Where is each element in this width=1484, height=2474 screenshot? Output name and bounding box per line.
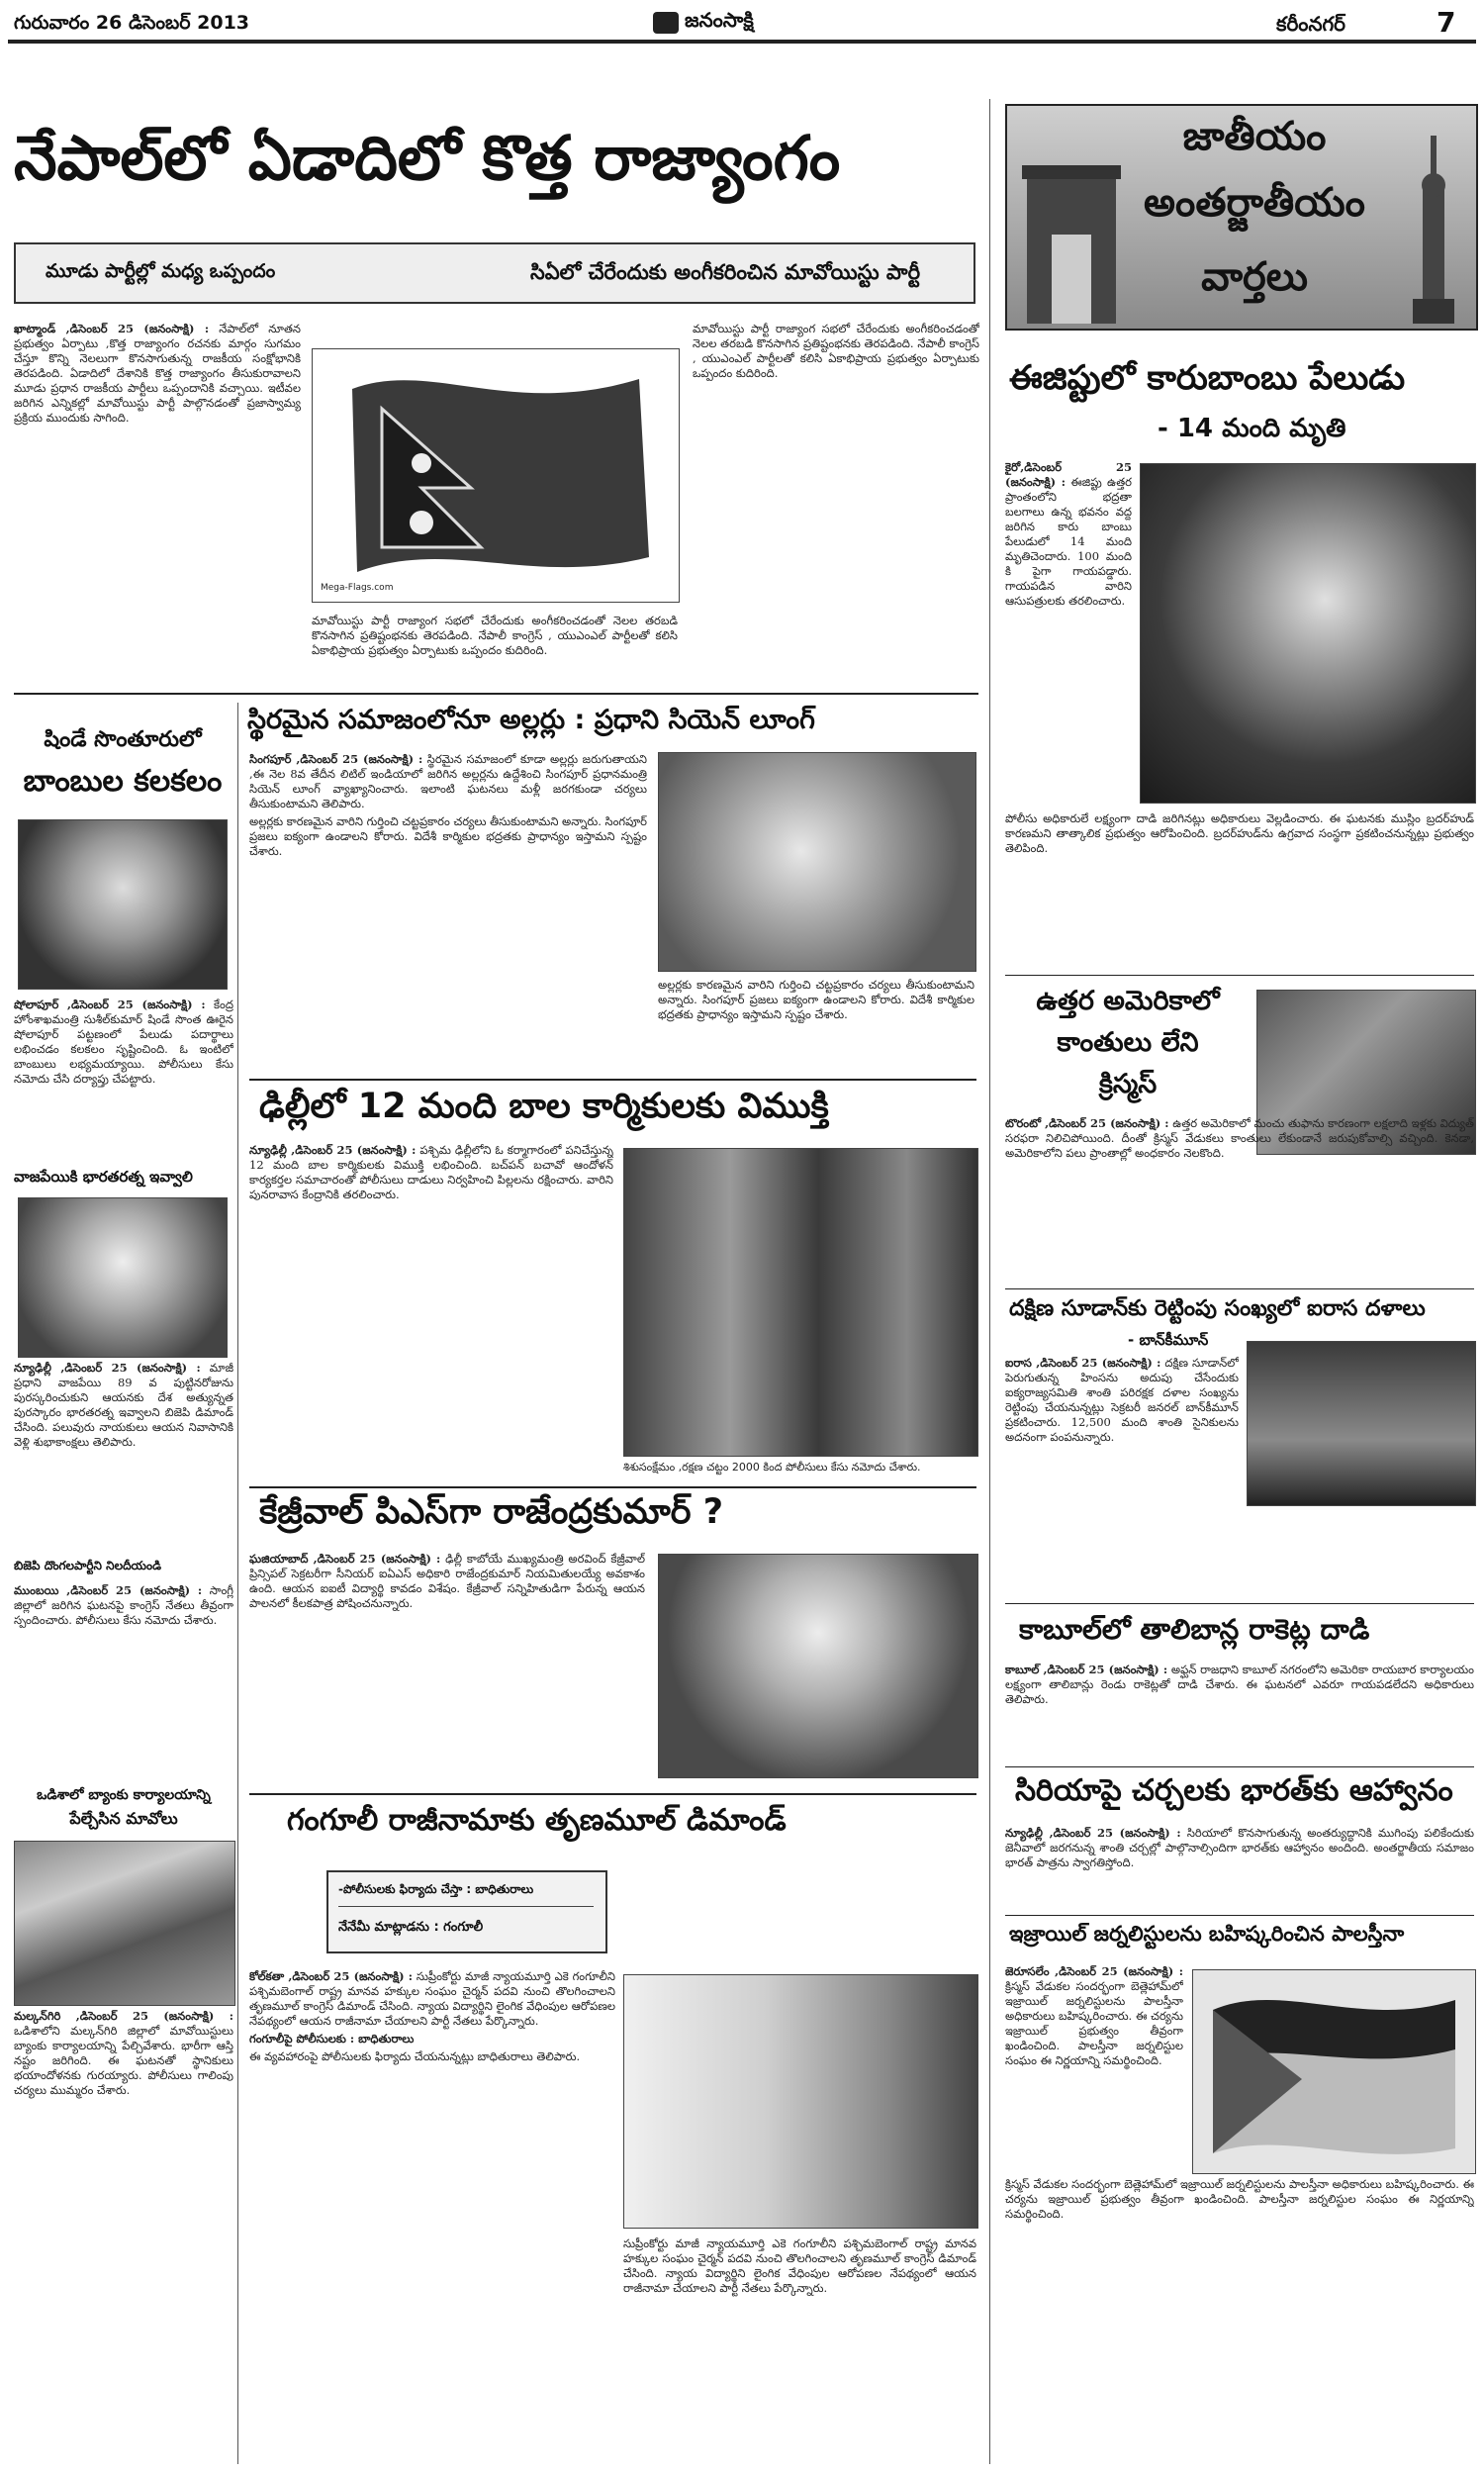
christmas-bottom-rule [1005, 1288, 1474, 1289]
header-date: గురువారం 26 డిసెంబర్ 2013 [14, 12, 250, 34]
vajpayee-headline: వాజపేయికి భారతరత్న ఇవ్వాలి [14, 1168, 193, 1186]
delhi-dateline: న్యూఢిల్లీ ,డిసెంబర్ 25 (జనంసాక్షి) : [249, 1143, 417, 1157]
delhi-p1: పశ్చిమ ఢిల్లీలోని ఓ కర్మాగారంలో పనిచేస్తున్న 12 మంది బాల కార్మికులకు విముక్తి లభించింది. బచ్‌పన్ బచావో ఆందోళన్ కార్యకర్తల సమాచారంతో పోలీసులు దాడులు నిర్వహించి పిల్లలను రక్షించారు. వారిని పునరావాస కేంద్రానికి తరలించారు. [249, 1143, 613, 1201]
kejriwal-headline: కేజ్రీవాల్ పిఎస్‌గా రాజేంద్రకుమార్ ? [259, 1492, 724, 1532]
israel-p1-cont: క్రిస్మస్ వేడుకల సందర్భంగా బెత్లెహామ్‌లో ఇజ్రాయిల్ జర్నలిస్టులను పాలస్తీనా అధికారులు బహిష్కరించారు. ఈ చర్యను ఇజ్రాయిల్ ప్రభుత్వం తీవ్రంగా ఖండించింది. పాలస్తీనా జర్నలిస్టుల సంఘం ఈ నిర్ణయాన్ని సమర్థించింది. [1005, 2177, 1474, 2221]
ganguly-rally-photo [623, 1974, 978, 2229]
ganguly-p1: సుప్రీంకోర్టు మాజీ న్యాయమూర్తి ఎకె గంగూలీని పశ్చిమబెంగాల్ రాష్ట్ర మానవ హక్కుల సంఘం చైర్మన్ పదవి నుంచి తొలగించాలని తృణమూల్ కాంగ్రెస్ డిమాండ్ చేసింది. న్యాయ విద్యార్థిని లైంగిక వేధింపుల ఆరోపణల నేపథ్యంలో ఆయన రాజీనామా చేయాలని పార్టీ నేతలు పేర్కొన్నారు. [249, 1969, 615, 2028]
christmas-headline-1: ఉత్తర అమెరికాలో [1036, 986, 1220, 1016]
egypt-p1: ఈజిప్టు ఉత్తర ప్రాంతంలోని భద్రతా బలగాలు ఉన్న భవనం వద్ద జరిగిన కారు బాంబు పేలుడులో 14 మంది మృతిచెందారు. 100 మంది కి పైగా గాయపడ్డారు. గాయపడిన వారిని ఆసుపత్రులకు తరలించారు. [1005, 475, 1132, 608]
egypt-bottom-rule [1005, 975, 1474, 976]
israel-dateline: జెరూసలేం ,డిసెంబర్ 25 (జనంసాక్షి) : [1005, 1964, 1183, 1978]
kejriwal-bottom-rule [249, 1793, 976, 1795]
egypt-article-top [1005, 460, 1132, 811]
nepal-article-right [693, 322, 979, 683]
israel-headline: ఇజ్రాయిల్ జర్నలిస్టులను బహిష్కరించిన పాలస్తీనా [1009, 1922, 1405, 1946]
vajpayee-article [14, 1361, 233, 1549]
nepal-p1-cont: మావోయిస్టు పార్టీ రాజ్యాంగ సభలో చేరేందుకు అంగీకరించడంతో నెలల తరబడి కొనసాగిన ప్రతిష్టంభనకు తెరపడింది. నేపాలీ కాంగ్రెస్ , యుఎంఎల్ పార్టీలతో కలిసి ఏకాభిప్రాయ ప్రభుత్వం ఏర్పాటుకు ఒప్పందం కుదిరింది. [312, 614, 678, 657]
masthead-logo-icon [653, 12, 679, 34]
delhi-article [249, 1143, 613, 1484]
delhi-children-photo [623, 1148, 978, 1457]
bank-blast-photo [14, 1841, 235, 2006]
syria-article [1005, 1826, 1474, 1910]
israel-p1: క్రిస్మస్ వేడుకల సందర్భంగా బెత్లెహామ్‌లో ఇజ్రాయిల్ జర్నలిస్టులను పాలస్తీనా అధికారులు బహిష్కరించారు. ఈ చర్యను ఇజ్రాయిల్ ప్రభుత్వం తీవ్రంగా ఖండించింది. పాలస్తీనా జర్నలిస్టుల సంఘం ఈ నిర్ణయాన్ని సమర్థించింది. [1005, 1979, 1183, 2067]
sudan-bankimoon-photo [1247, 1341, 1476, 1506]
right-column-rule [989, 99, 990, 2464]
nepal-deck-box [14, 242, 975, 304]
kejriwal-photo [658, 1554, 978, 1778]
national-line1: జాతీయం [1182, 114, 1327, 159]
palestine-flag-photo [1192, 1969, 1476, 2174]
sudan-bottom-rule [1005, 1603, 1474, 1604]
nepal-flag-photo [312, 348, 680, 603]
nepal-headline: నేపాల్‌లో ఏడాదిలో కొత్త రాజ్యాంగం [14, 122, 841, 194]
syria-headline: సిరియాపై చర్చలకు భారత్‌కు ఆహ్వానం [1015, 1773, 1453, 1808]
ganguly-subhead: గంగూలీపై పోలీసులకు : బాధితురాలు [249, 2032, 415, 2046]
singapore-dateline: సింగపూర్ ,డిసెంబర్ 25 (జనంసాక్షి) : [249, 752, 423, 766]
egypt-dateline: కైరో,డిసెంబర్ 25 (జనంసాక్షి) : [1005, 460, 1132, 489]
shinde-photo [18, 819, 228, 990]
egypt-subhead: - 14 మంది మృతి [1158, 414, 1346, 443]
egypt-blast-photo [1140, 463, 1476, 804]
nepal-article-left [14, 322, 301, 683]
nepal-p2: మావోయిస్టు పార్టీ రాజ్యాంగ సభలో చేరేందుకు అంగీకరించడంతో నెలల తరబడి కొనసాగిన ప్రతిష్టంభనకు తెరపడింది. నేపాలీ కాంగ్రెస్ , యుఎంఎల్ పార్టీలతో కలిసి ఏకాభిప్రాయ ప్రభుత్వం ఏర్పాటుకు ఒప్పందం కుదిరింది. [693, 322, 979, 380]
singapore-bottom-rule [249, 1079, 976, 1081]
ganguly-p2: ఈ వ్యవహారంపై పోలీసులకు ఫిర్యాదు చేయనున్నట్లు బాధితురాలు తెలిపారు. [249, 2049, 581, 2063]
nepal-p1: నేపాల్‌లో నూతన ప్రభుత్వం ఏర్పాటు ,కొత్త రాజ్యాంగం రచనకు మార్గం సుగమం చేస్తూ కొన్ని నెలలుగా కొనసాగుతున్న రాజకీయ సంక్షోభానికి తెరపడింది. ఏడాదిలో దేశానికి కొత్త రాజ్యాంగం తీసుకురావాలని మూడు ప్రధాన రాజకీయ పార్టీలు ఒప్పందానికి వచ్చాయి. ఇటీవల జరిగిన ఎన్నికల్లో మావోయిస్టు పార్టీ పాల్గొనడంతో ప్రజాస్వామ్య ప్రక్రియ ముందుకు సాగింది. [14, 322, 301, 425]
nepal-deck-right: సిఏలో చేరేందుకు అంగీకరించిన మావోయిస్టు పార్టీ [530, 260, 921, 284]
shinde-headline-1: షిండే సొంతూరులో [44, 727, 202, 752]
bank-headline-2: పేల్చేసిన మావోలు [69, 1809, 178, 1828]
ganguly-box-line2: నేనేమీ మాట్లాడను : గంగూలీ [338, 1920, 484, 1935]
ganguly-p1-cont: సుప్రీంకోర్టు మాజీ న్యాయమూర్తి ఎకె గంగూలీని పశ్చిమబెంగాల్ రాష్ట్ర మానవ హక్కుల సంఘం చైర్మన్ పదవి నుంచి తొలగించాలని తృణమూల్ కాంగ్రెస్ డిమాండ్ చేసింది. న్యాయ విద్యార్థిని లైంగిక వేధింపుల ఆరోపణల నేపథ్యంలో ఆయన రాజీనామా చేయాలని పార్టీ నేతలు పేర్కొన్నారు. [623, 2236, 976, 2295]
left-column-rule [237, 703, 238, 2464]
kabul-bottom-rule [1005, 1766, 1474, 1767]
bank-p1: ఒడిశాలోని మల్కన్‌గిరి జిల్లాలో మావోయిస్టులు బ్యాంకు కార్యాలయాన్ని పేల్చివేశారు. భారీగా ఆస్తి నష్టం జరిగింది. ఈ ఘటనతో స్థానికులు భయాందోళనకు గురయ్యారు. పోలీసులు గాలింపు చర్యలు ముమ్మరం చేశారు. [14, 2024, 233, 2097]
page-number: 7 [1437, 6, 1456, 39]
bank-article [14, 2009, 233, 2459]
egypt-article-bottom [1005, 811, 1474, 970]
bjp-article [14, 1583, 233, 1776]
shinde-p1: కేంద్ర హోంశాఖమంత్రి సుశీల్‌కుమార్ షిండే సొంత ఊరైన షోలాపూర్ పట్టణంలో పేలుడు పదార్థాలు లభించడం కలకలం సృష్టించింది. ఓ ఇంటిలో బాంబులు లభ్యమయ్యాయి. పోలీసులు కేసు నమోదు చేసి దర్యాప్తు చేపట్టారు. [14, 998, 233, 1086]
national-banner [1005, 104, 1478, 331]
ganguly-article [249, 1969, 615, 2459]
bjp-p1: సాంగ్లీ జిల్లాలో జరిగిన ఘటనపై కాంగ్రెస్ నేతలు తీవ్రంగా స్పందించారు. పోలీసులు కేసు నమోదు చేశారు. [14, 1583, 233, 1627]
kabul-headline: కాబూల్‌లో తాలిబాన్ల రాకెట్ల దాడి [1019, 1613, 1370, 1646]
vajpayee-p1: మాజీ ప్రధాని వాజపేయి 89 వ పుట్టినరోజును పురస్కరించుకుని ఆయనకు దేశ అత్యున్నత పురస్కారం భారతరత్న ఇవ్వాలని బిజెపి డిమాండ్ చేసింది. పలువురు నాయకులు ఆయన నివాసానికి వెళ్లి శుభాకాంక్షలు తెలిపారు. [14, 1361, 233, 1449]
sudan-headline: దక్షిణ సూడాన్‌కు రెట్టింపు సంఖ్యలో ఐరాస దళాలు [1009, 1296, 1426, 1321]
singapore-article-right [658, 978, 974, 1074]
nepal-bottom-rule [14, 693, 978, 695]
bank-headline-1: ఒడిశాలో బ్యాంకు కార్యాలయాన్ని [37, 1787, 211, 1803]
kejriwal-dateline: ఘజియాబాద్ ,డిసెంబర్ 25 (జనంసాక్షి) : [249, 1552, 441, 1566]
singapore-headline: స్థిరమైన సమాజంలోనూ అల్లర్లు : ప్రధాని సియెన్ లూంగ్ [247, 705, 815, 735]
shinde-article [14, 998, 233, 1161]
syria-p1: సిరియాలో కొనసాగుతున్న అంతర్యుద్ధానికి ముగింపు పలికేందుకు జెనీవాలో జరగనున్న శాంతి చర్చల్లో పాల్గొనాల్సిందిగా భారత్‌కు ఆహ్వానం అందింది. అంతర్జాతీయ సమాజం భారత్ పాత్రను స్వాగతిస్తోంది. [1005, 1826, 1474, 1869]
national-line2: అంతర్జాతీయం [1144, 180, 1365, 226]
christmas-p1: ఉత్తర అమెరికాలో మంచు తుఫాను కారణంగా లక్షలాది ఇళ్లకు విద్యుత్ సరఫరా నిలిచిపోయింది. దీంతో క్రిస్మస్ వేడుకలు కాంతులు లేకుండానే జరుపుకోవాల్సి వచ్చింది. కెనడా, అమెరికాలోని పలు ప్రాంతాల్లో అంధకారం నెలకొంది. [1005, 1116, 1474, 1160]
national-line3: వార్తలు [1201, 254, 1308, 300]
singapore-p2: అల్లర్లకు కారణమైన వారిని గుర్తించి చట్టప్రకారం చర్యలు తీసుకుంటామని అన్నారు. సింగపూర్ ప్రజలు ఐక్యంగా ఉండాలని కోరారు. విదేశీ కార్మికుల భద్రతకు ప్రాధాన్యం ఇస్తామని స్పష్టం చేశారు. [249, 814, 647, 858]
ganguly-article-right [623, 2236, 976, 2459]
singapore-pm-photo [658, 752, 976, 972]
sudan-article [1005, 1356, 1239, 1593]
syria-dateline: న్యూఢిల్లీ ,డిసెంబర్ 25 (జనంసాక్షి) : [1005, 1826, 1181, 1840]
sudan-dateline: ఐరాస ,డిసెంబర్ 25 (జనంసాక్షి) : [1005, 1356, 1161, 1370]
header-rule [8, 40, 1476, 44]
bjp-dateline: ముంబయి ,డిసెంబర్ 25 (జనంసాక్షి) : [14, 1583, 203, 1597]
delhi-caption: శిశుసంక్షేమం ,రక్షణ చట్టం 2000 కింద పోలీసులు కేసు నమోదు చేశారు. [623, 1461, 921, 1474]
paper-name: జనంసాక్షి [685, 8, 754, 32]
kejriwal-p1: ఢిల్లీ కాబోయే ముఖ్యమంత్రి అరవింద్ కేజ్రీవాల్ ప్రిన్సిపల్ సెక్రటరీగా సీనియర్ ఐఏఎస్ అధికారి రాజేంద్రకుమార్ నియమితులయ్యే అవకాశం ఉంది. ఆయన ఐఐటీ విద్యార్థి కావడం విశేషం. కేజ్రీవాల్ సన్నిహితుడిగా పేరున్న ఆయన పాలనలో కీలకపాత్ర పోషించనున్నారు. [249, 1552, 645, 1610]
shinde-dateline: షోలాపూర్ ,డిసెంబర్ 25 (జనంసాక్షి) : [14, 998, 206, 1011]
christmas-headline-2: కాంతులు లేని [1057, 1027, 1199, 1058]
nepal-flag-icon [313, 349, 679, 602]
sudan-photo-label: - బాన్‌కీమూన్ [1128, 1331, 1209, 1349]
egypt-headline: ఈజిప్టులో కారుబాంబు పేలుడు [1009, 358, 1406, 398]
israel-article-bottom [1005, 2177, 1474, 2459]
vajpayee-photo [18, 1197, 228, 1358]
shinde-headline-2: బాంబుల కలకలం [23, 764, 223, 799]
singapore-article-left [249, 752, 647, 1074]
ganguly-quote-box [326, 1870, 607, 1953]
delhi-headline: ఢిల్లీలో 12 మంది బాల కార్మికులకు విముక్తి [259, 1087, 829, 1126]
singapore-p1: స్థిరమైన సమాజంలో కూడా అల్లర్లు జరుగుతాయని ,ఈ నెల 8వ తేదీన లిటిల్ ఇండియాలో జరిగిన అల్లర్లను ఉద్దేశించి సింగపూర్ ప్రధానమంత్రి సియెన్ లూంగ్ వ్యాఖ్యానించారు. ఇలాంటి ఘటనలు మళ్లీ జరగకుండా చర్యలు తీసుకుంటామని తెలిపారు. [249, 752, 647, 810]
bjp-headline: బిజెపి దొంగలపార్టీని నిలదీయండి [14, 1559, 161, 1572]
kabul-dateline: కాబూల్ ,డిసెంబర్ 25 (జనంసాక్షి) : [1005, 1663, 1168, 1676]
egypt-p2: పోలీసు అధికారులే లక్ష్యంగా దాడి జరిగినట్లు అధికారులు వెల్లడించారు. ఈ ఘటనకు ముస్లిం బ్రదర్‌హుడ్ కారణమని తాత్కాలిక ప్రభుత్వం ఆరోపించింది. బ్రదర్‌హుడ్‌ను ఉగ్రవాద సంస్థగా ప్రకటించనున్నట్లు ప్రభుత్వం తెలిపింది. [1005, 811, 1474, 855]
kejriwal-article [249, 1552, 645, 1789]
palestine-flag-icon [1193, 1970, 1475, 2173]
kabul-article [1005, 1663, 1474, 1761]
bank-dateline: మల్కన్‌గిరి ,డిసెంబర్ 25 (జనంసాక్షి) : [14, 2009, 233, 2023]
nepal-deck-left: మూడు పార్టీల్లో మధ్య ఒప్పందం [46, 260, 276, 282]
ganguly-box-line1: -పోలీసులకు ఫిర్యాదు చేస్తా : బాధితురాలు [338, 1882, 534, 1896]
ganguly-dateline: కోల్‌కతా ,డిసెంబర్ 25 (జనంసాక్షి) : [249, 1969, 414, 1983]
delhi-bottom-rule [249, 1486, 976, 1488]
christmas-headline-3: క్రిస్మస్ [1098, 1069, 1158, 1099]
header-edition: కరీంనగర్ [1276, 12, 1345, 36]
christmas-article [1005, 1116, 1474, 1286]
christmas-dateline: టొరంటో ,డిసెంబర్ 25 (జనంసాక్షి) : [1005, 1116, 1169, 1130]
nepal-dateline: ఖాట్మాండ్ ,డిసెంబర్ 25 (జనంసాక్షి) : [14, 322, 210, 335]
ganguly-headline: గంగూలీ రాజీనామాకు తృణమూల్ డిమాండ్ [287, 1803, 787, 1838]
statue-icon [1393, 126, 1472, 324]
kabul-p1: అఫ్ఘన్ రాజధాని కాబూల్ నగరంలోని అమెరికా రాయబార కార్యాలయం లక్ష్యంగా తాలిబాన్లు రెండు రాకెట్లతో దాడి చేశారు. ఈ ఘటనలో ఎవరూ గాయపడలేదని అధికారులు తెలిపారు. [1005, 1663, 1474, 1706]
nepal-article-bottom [312, 614, 678, 683]
singapore-p2-cont: అల్లర్లకు కారణమైన వారిని గుర్తించి చట్టప్రకారం చర్యలు తీసుకుంటామని అన్నారు. సింగపూర్ ప్రజలు ఐక్యంగా ఉండాలని కోరారు. విదేశీ కార్మికుల భద్రతకు ప్రాధాన్యం ఇస్తామని స్పష్టం చేశారు. [658, 978, 974, 1021]
syria-bottom-rule [1005, 1915, 1474, 1916]
sudan-p1: దక్షిణ సూడాన్‌లో పెరుగుతున్న హింసను అదుపు చేసేందుకు ఐక్యరాజ్యసమితి శాంతి పరిరక్షక దళాల సంఖ్యను రెట్టింపు చేయనున్నట్లు సెక్రటరీ జనరల్ బాన్‌కీమూన్ ప్రకటించారు. 12,500 మంది శాంతి సైనికులను అదనంగా పంపనున్నారు. [1005, 1356, 1239, 1444]
nepal-flag-caption: Mega-Flags.com [321, 583, 394, 593]
paper-masthead [653, 8, 754, 37]
vajpayee-dateline: న్యూఢిల్లీ ,డిసెంబర్ 25 (జనంసాక్షి) : [14, 1361, 201, 1375]
